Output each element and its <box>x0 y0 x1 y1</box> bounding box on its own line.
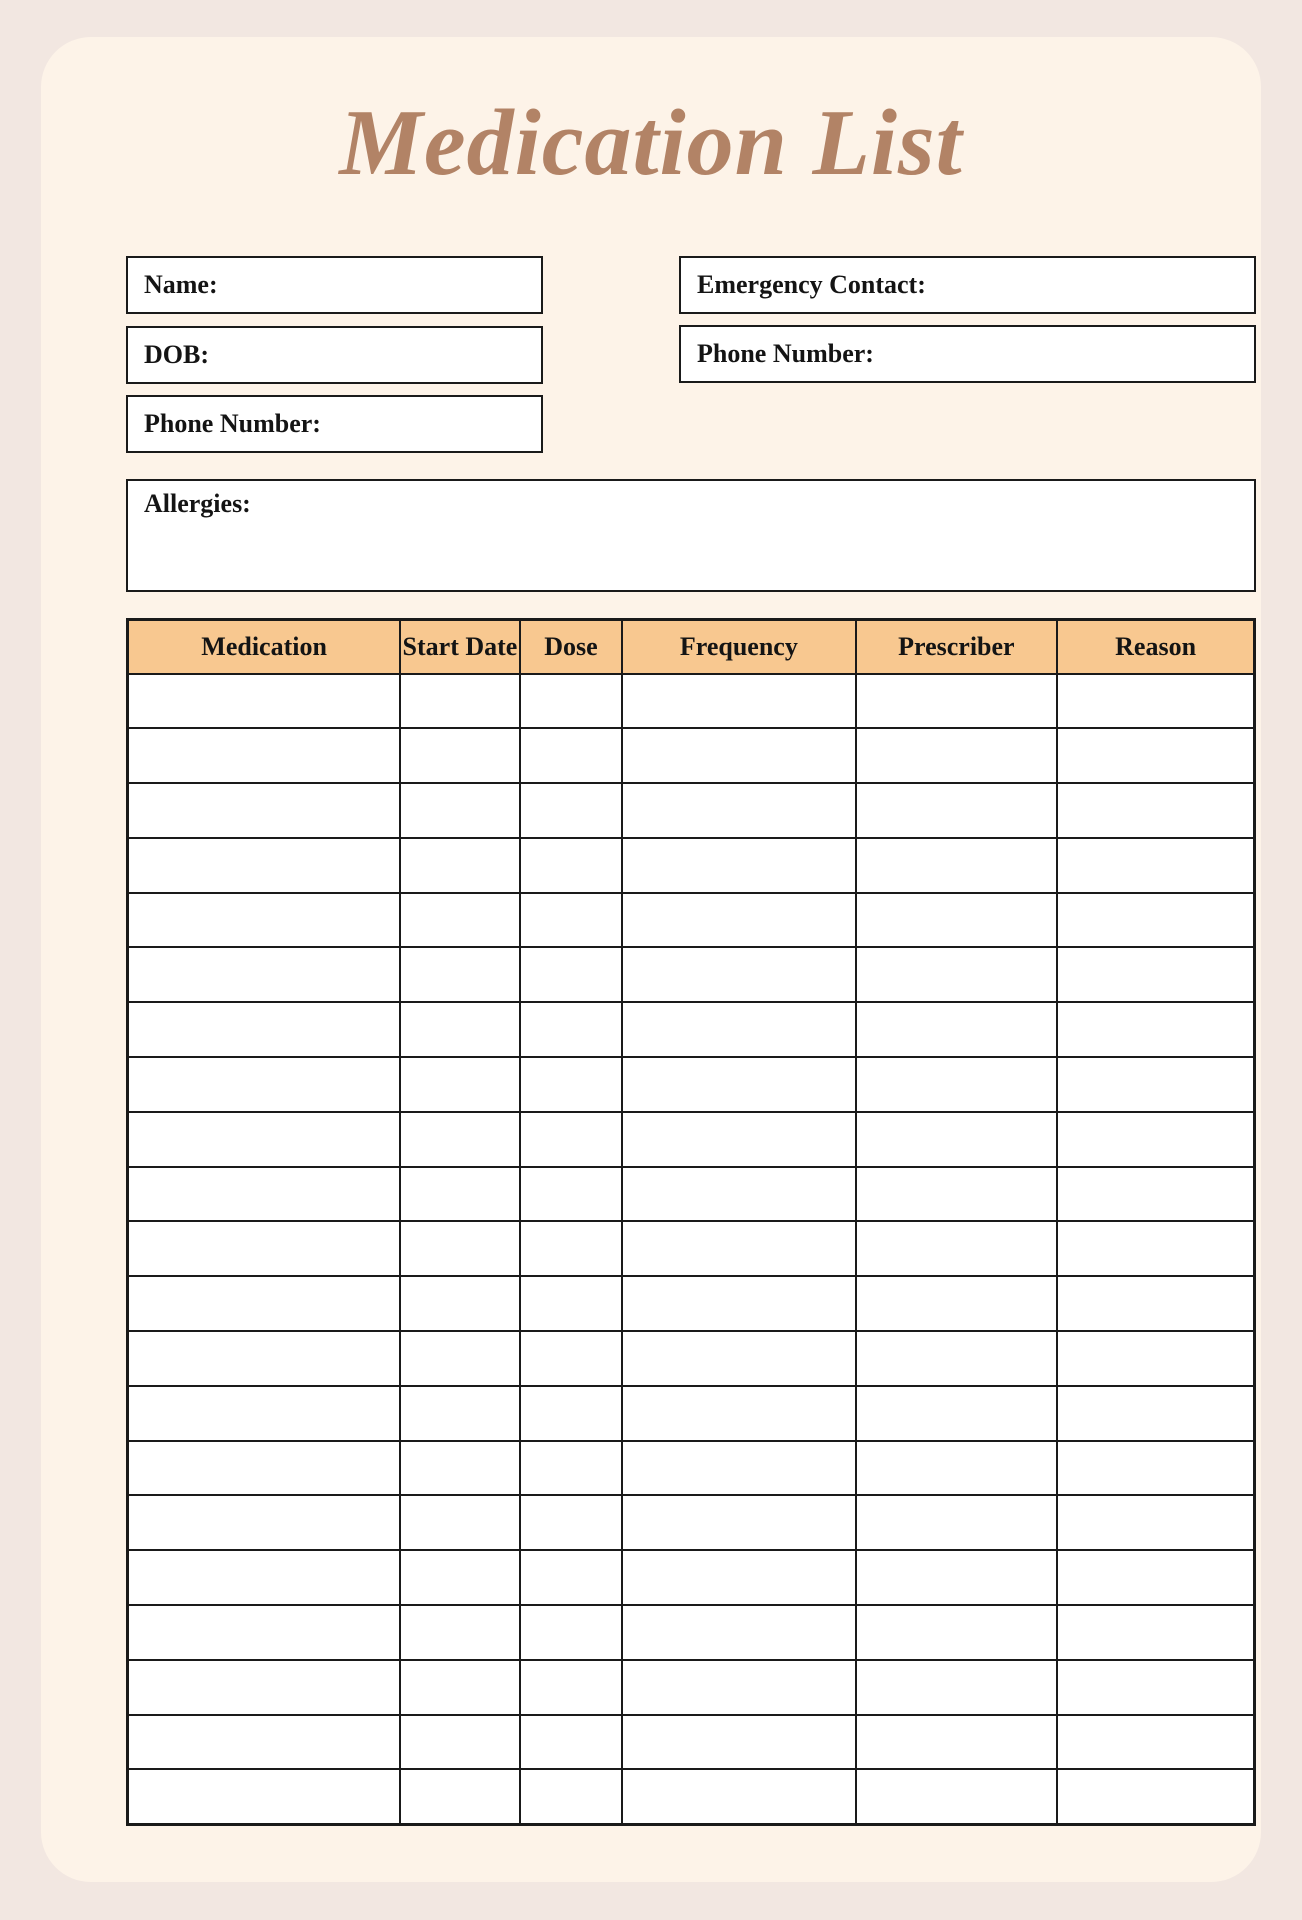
table-cell-reason[interactable] <box>1057 1112 1254 1167</box>
table-cell-medication[interactable] <box>128 1441 401 1496</box>
table-cell-dose[interactable] <box>520 1715 623 1770</box>
table-cell-start-date[interactable] <box>400 1660 519 1715</box>
table-cell-dose[interactable] <box>520 838 623 893</box>
table-cell-reason[interactable] <box>1057 1276 1254 1331</box>
table-cell-prescriber[interactable] <box>856 1002 1058 1057</box>
allergies-field[interactable] <box>126 479 1256 592</box>
table-cell-frequency[interactable] <box>622 783 855 838</box>
table-cell-dose[interactable] <box>520 1112 623 1167</box>
dob-field-label: DOB: <box>144 340 209 369</box>
name-field-label: Name: <box>144 270 218 299</box>
table-cell-medication[interactable] <box>128 1660 401 1715</box>
table-row <box>128 1550 1255 1605</box>
table-cell-reason[interactable] <box>1057 1660 1254 1715</box>
table-cell-medication[interactable] <box>128 1495 401 1550</box>
table-cell-medication[interactable] <box>128 1167 401 1222</box>
table-cell-frequency[interactable] <box>622 1331 855 1386</box>
table-row <box>128 838 1255 893</box>
table-cell-dose[interactable] <box>520 1167 623 1222</box>
table-cell-frequency[interactable] <box>622 1167 855 1222</box>
table-cell-frequency[interactable] <box>622 1386 855 1441</box>
table-cell-medication[interactable] <box>128 1221 401 1276</box>
table-cell-dose[interactable] <box>520 1276 623 1331</box>
table-cell-frequency[interactable] <box>622 674 855 729</box>
table-row <box>128 1221 1255 1276</box>
medication-table <box>126 618 1256 1826</box>
table-cell-reason[interactable] <box>1057 1495 1254 1550</box>
table-cell-medication[interactable] <box>128 838 401 893</box>
table-cell-reason[interactable] <box>1057 1386 1254 1441</box>
table-cell-medication[interactable] <box>128 893 401 948</box>
table-cell-dose[interactable] <box>520 1331 623 1386</box>
table-cell-start-date[interactable] <box>400 783 519 838</box>
table-row <box>128 1715 1255 1770</box>
allergies-field-label: Allergies: <box>144 489 251 518</box>
table-cell-dose[interactable] <box>520 674 623 729</box>
table-cell-reason[interactable] <box>1057 838 1254 893</box>
table-cell-frequency[interactable] <box>622 838 855 893</box>
table-cell-frequency[interactable] <box>622 1276 855 1331</box>
table-cell-reason[interactable] <box>1057 1550 1254 1605</box>
table-cell-dose[interactable] <box>520 1495 623 1550</box>
table-cell-reason[interactable] <box>1057 1769 1254 1824</box>
table-cell-medication[interactable] <box>128 783 401 838</box>
table-row <box>128 1002 1255 1057</box>
table-row <box>128 947 1255 1002</box>
table-cell-dose[interactable] <box>520 1550 623 1605</box>
emergency-phone-number-field-label: Phone Number: <box>697 339 874 368</box>
phone-number-field-label: Phone Number: <box>144 409 321 438</box>
table-cell-dose[interactable] <box>520 728 623 783</box>
table-cell-prescriber[interactable] <box>856 1331 1058 1386</box>
table-cell-frequency[interactable] <box>622 1441 855 1496</box>
table-cell-medication[interactable] <box>128 1605 401 1660</box>
table-cell-prescriber[interactable] <box>856 1660 1058 1715</box>
table-row <box>128 728 1255 783</box>
table-cell-dose[interactable] <box>520 1660 623 1715</box>
table-cell-prescriber[interactable] <box>856 947 1058 1002</box>
table-row <box>128 1495 1255 1550</box>
table-cell-dose[interactable] <box>520 1002 623 1057</box>
table-cell-reason[interactable] <box>1057 728 1254 783</box>
table-cell-prescriber[interactable] <box>856 893 1058 948</box>
table-cell-prescriber[interactable] <box>856 838 1058 893</box>
table-cell-medication[interactable] <box>128 1112 401 1167</box>
table-row <box>128 1057 1255 1112</box>
table-cell-reason[interactable] <box>1057 783 1254 838</box>
table-cell-medication[interactable] <box>128 1057 401 1112</box>
table-cell-medication[interactable] <box>128 1276 401 1331</box>
table-row <box>128 674 1255 729</box>
table-cell-frequency[interactable] <box>622 1660 855 1715</box>
emergency-contact-field-label: Emergency Contact: <box>697 270 926 299</box>
table-cell-medication[interactable] <box>128 1715 401 1770</box>
table-header-row <box>128 620 1255 674</box>
table-cell-start-date[interactable] <box>400 1331 519 1386</box>
table-cell-dose[interactable] <box>520 1605 623 1660</box>
table-cell-frequency[interactable] <box>622 1715 855 1770</box>
table-row <box>128 1660 1255 1715</box>
table-row <box>128 1769 1255 1824</box>
table-cell-start-date[interactable] <box>400 1167 519 1222</box>
dob-field[interactable] <box>126 326 543 384</box>
table-cell-start-date[interactable] <box>400 1276 519 1331</box>
table-cell-start-date[interactable] <box>400 1769 519 1824</box>
table-cell-prescriber[interactable] <box>856 783 1058 838</box>
table-cell-frequency[interactable] <box>622 947 855 1002</box>
table-cell-dose[interactable] <box>520 783 623 838</box>
emergency-phone-number-field[interactable] <box>679 325 1256 383</box>
table-cell-dose[interactable] <box>520 893 623 948</box>
table-cell-dose[interactable] <box>520 947 623 1002</box>
table-cell-dose[interactable] <box>520 1386 623 1441</box>
table-cell-medication[interactable] <box>128 1002 401 1057</box>
table-cell-start-date[interactable] <box>400 1550 519 1605</box>
table-cell-prescriber[interactable] <box>856 674 1058 729</box>
table-cell-reason[interactable] <box>1057 1167 1254 1222</box>
table-cell-frequency[interactable] <box>622 1221 855 1276</box>
table-cell-reason[interactable] <box>1057 1605 1254 1660</box>
table-cell-prescriber[interactable] <box>856 1112 1058 1167</box>
table-cell-reason[interactable] <box>1057 1441 1254 1496</box>
table-cell-prescriber[interactable] <box>856 1057 1058 1112</box>
table-cell-start-date[interactable] <box>400 1221 519 1276</box>
table-cell-frequency[interactable] <box>622 1002 855 1057</box>
table-cell-medication[interactable] <box>128 674 401 729</box>
document-title: Medication List <box>339 91 963 195</box>
table-cell-start-date[interactable] <box>400 838 519 893</box>
table-cell-medication[interactable] <box>128 1550 401 1605</box>
table-row <box>128 893 1255 948</box>
table-cell-frequency[interactable] <box>622 1495 855 1550</box>
table-cell-frequency[interactable] <box>622 1769 855 1824</box>
table-row <box>128 1276 1255 1331</box>
table-cell-start-date[interactable] <box>400 1057 519 1112</box>
table-cell-prescriber[interactable] <box>856 1769 1058 1824</box>
table-cell-prescriber[interactable] <box>856 1715 1058 1770</box>
table-cell-reason[interactable] <box>1057 674 1254 729</box>
column-header-reason: Reason <box>1057 620 1254 674</box>
table-cell-prescriber[interactable] <box>856 1167 1058 1222</box>
table-row <box>128 1441 1255 1496</box>
table-cell-reason[interactable] <box>1057 893 1254 948</box>
table-cell-start-date[interactable] <box>400 1386 519 1441</box>
column-header-frequency: Frequency <box>622 620 855 674</box>
table-cell-reason[interactable] <box>1057 1715 1254 1770</box>
table-cell-reason[interactable] <box>1057 1331 1254 1386</box>
table-cell-prescriber[interactable] <box>856 1550 1058 1605</box>
table-row <box>128 783 1255 838</box>
column-header-prescriber: Prescriber <box>856 620 1058 674</box>
table-cell-start-date[interactable] <box>400 728 519 783</box>
table-cell-medication[interactable] <box>128 1386 401 1441</box>
table-cell-start-date[interactable] <box>400 1715 519 1770</box>
table-cell-prescriber[interactable] <box>856 1605 1058 1660</box>
table-row <box>128 1331 1255 1386</box>
table-cell-dose[interactable] <box>520 1769 623 1824</box>
table-cell-start-date[interactable] <box>400 1495 519 1550</box>
table-cell-prescriber[interactable] <box>856 1441 1058 1496</box>
table-cell-dose[interactable] <box>520 1441 623 1496</box>
table-row <box>128 1112 1255 1167</box>
table-cell-start-date[interactable] <box>400 893 519 948</box>
table-cell-frequency[interactable] <box>622 1112 855 1167</box>
table-cell-frequency[interactable] <box>622 1550 855 1605</box>
document-card <box>41 37 1261 1882</box>
table-cell-start-date[interactable] <box>400 674 519 729</box>
phone-number-field[interactable] <box>126 395 543 453</box>
table-cell-frequency[interactable] <box>622 1057 855 1112</box>
table-cell-reason[interactable] <box>1057 1057 1254 1112</box>
column-header-start-date: Start Date <box>400 620 519 674</box>
table-cell-start-date[interactable] <box>400 1605 519 1660</box>
table-row <box>128 1386 1255 1441</box>
table-cell-reason[interactable] <box>1057 1221 1254 1276</box>
table-cell-start-date[interactable] <box>400 947 519 1002</box>
medication-table-grid <box>126 618 1256 1826</box>
table-cell-medication[interactable] <box>128 1331 401 1386</box>
table-cell-prescriber[interactable] <box>856 1276 1058 1331</box>
column-header-dose: Dose <box>520 620 623 674</box>
table-cell-frequency[interactable] <box>622 1605 855 1660</box>
table-cell-medication[interactable] <box>128 1769 401 1824</box>
table-cell-reason[interactable] <box>1057 1002 1254 1057</box>
name-field[interactable] <box>126 256 543 314</box>
table-row <box>128 1605 1255 1660</box>
table-cell-prescriber[interactable] <box>856 1221 1058 1276</box>
table-cell-dose[interactable] <box>520 1057 623 1112</box>
table-cell-start-date[interactable] <box>400 1112 519 1167</box>
table-cell-medication[interactable] <box>128 728 401 783</box>
table-cell-start-date[interactable] <box>400 1441 519 1496</box>
table-cell-medication[interactable] <box>128 947 401 1002</box>
table-cell-prescriber[interactable] <box>856 1495 1058 1550</box>
table-cell-reason[interactable] <box>1057 947 1254 1002</box>
table-row <box>128 1167 1255 1222</box>
emergency-contact-field[interactable] <box>679 256 1256 314</box>
table-cell-prescriber[interactable] <box>856 1386 1058 1441</box>
table-cell-frequency[interactable] <box>622 728 855 783</box>
table-cell-prescriber[interactable] <box>856 728 1058 783</box>
column-header-medication: Medication <box>128 620 401 674</box>
table-cell-frequency[interactable] <box>622 893 855 948</box>
table-cell-dose[interactable] <box>520 1221 623 1276</box>
table-cell-start-date[interactable] <box>400 1002 519 1057</box>
